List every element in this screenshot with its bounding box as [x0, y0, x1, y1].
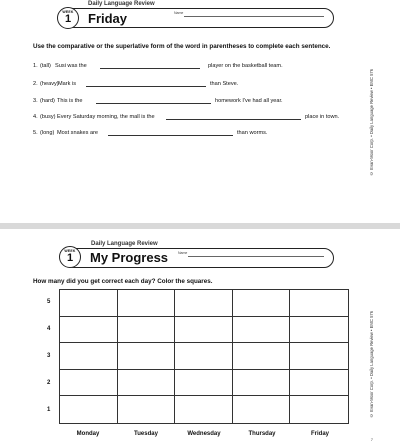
item-text-after: place in town.: [305, 114, 340, 120]
week-number: 1: [64, 13, 72, 25]
row-label: 3: [47, 353, 51, 359]
item-text-before: Most snakes are: [57, 130, 99, 136]
item-word: (tall): [40, 63, 51, 69]
row-label: 1: [47, 407, 51, 413]
item-text-before: This is the: [57, 98, 83, 104]
day-label-wednesday: Wednesday: [187, 431, 221, 437]
grid-square[interactable]: [233, 370, 291, 397]
week-badge: [57, 7, 79, 29]
item-word: (busy): [40, 114, 56, 120]
page-title: My Progress: [90, 250, 169, 265]
row-label: 4: [47, 326, 51, 332]
grid-square[interactable]: [118, 343, 176, 370]
grid-square[interactable]: [290, 290, 348, 317]
day-label-tuesday: Tuesday: [134, 431, 158, 437]
name-line[interactable]: [188, 256, 324, 257]
row-label: 2: [47, 380, 51, 386]
item-text-after: than worms.: [237, 130, 268, 136]
grid-square[interactable]: [60, 370, 118, 397]
answer-blank[interactable]: [86, 86, 206, 87]
item-word: (hard): [40, 98, 55, 104]
exercise-item: [33, 97, 363, 105]
row-label: 5: [47, 299, 51, 305]
series-title: Daily Language Review: [91, 241, 158, 247]
item-number: 2.: [33, 81, 38, 87]
week-badge: [59, 246, 81, 268]
answer-blank[interactable]: [108, 135, 233, 136]
item-text-before: Mark is: [58, 81, 77, 87]
item-text-before: Susi was the: [55, 63, 87, 69]
grid-square[interactable]: [233, 343, 291, 370]
week-number: 1: [66, 252, 74, 264]
progress-grid: [59, 289, 349, 424]
grid-square[interactable]: [60, 290, 118, 317]
item-number: 4.: [33, 114, 38, 120]
grid-square[interactable]: [118, 396, 176, 423]
item-text-before: Every Saturday morning, the mall is the: [57, 114, 155, 120]
copyright-side-text: © Evan-Moor Corp. • Daily Language Review • EMC 576: [369, 310, 374, 418]
item-text-after: than Steve.: [210, 81, 239, 87]
item-text-after: homework I've had all year.: [215, 98, 283, 104]
exercise-item: [33, 113, 373, 121]
grid-square[interactable]: [175, 317, 233, 344]
day-label-thursday: Thursday: [248, 431, 276, 437]
exercise-item: [33, 80, 363, 88]
copyright-side-text: © Evan-Moor Corp. • Daily Language Review • EMC 576: [369, 68, 374, 176]
page-number: 7: [370, 437, 373, 442]
grid-square[interactable]: [290, 370, 348, 397]
item-word: (long): [40, 130, 55, 136]
exercise-item: [33, 62, 363, 70]
grid-square[interactable]: [175, 343, 233, 370]
grid-square[interactable]: [60, 396, 118, 423]
grid-square[interactable]: [118, 317, 176, 344]
item-text-after: player on the basketball team.: [208, 63, 283, 69]
grid-square[interactable]: [290, 317, 348, 344]
exercise-item: [33, 129, 363, 137]
answer-blank[interactable]: [166, 119, 301, 120]
answer-blank[interactable]: [96, 103, 211, 104]
instructions: Use the comparative or the superlative form of the word in parentheses to complete each sentence.: [33, 43, 331, 50]
grid-square[interactable]: [233, 290, 291, 317]
name-label: Name: [178, 251, 188, 255]
grid-square[interactable]: [233, 396, 291, 423]
item-number: 3.: [33, 98, 38, 104]
item-number: 1.: [33, 63, 38, 69]
page-title: Friday: [88, 11, 128, 26]
grid-square[interactable]: [175, 396, 233, 423]
grid-square[interactable]: [175, 290, 233, 317]
grid-square[interactable]: [175, 370, 233, 397]
progress-question: How many did you get correct each day? Color the squares.: [33, 278, 213, 285]
item-number: 5.: [33, 130, 38, 136]
grid-square[interactable]: [118, 290, 176, 317]
name-label: Name: [174, 11, 184, 15]
day-label-monday: Monday: [76, 431, 100, 437]
answer-blank[interactable]: [100, 68, 200, 69]
grid-square[interactable]: [233, 317, 291, 344]
grid-square[interactable]: [60, 343, 118, 370]
week-label: WEEK: [64, 249, 76, 253]
grid-square[interactable]: [60, 317, 118, 344]
grid-square[interactable]: [290, 343, 348, 370]
grid-square[interactable]: [290, 396, 348, 423]
day-label-friday: Friday: [310, 431, 329, 437]
week-label: WEEK: [62, 10, 74, 14]
item-word: (heavy): [40, 81, 59, 87]
grid-square[interactable]: [118, 370, 176, 397]
series-title: Daily Language Review: [88, 1, 155, 7]
name-line[interactable]: [184, 16, 324, 17]
